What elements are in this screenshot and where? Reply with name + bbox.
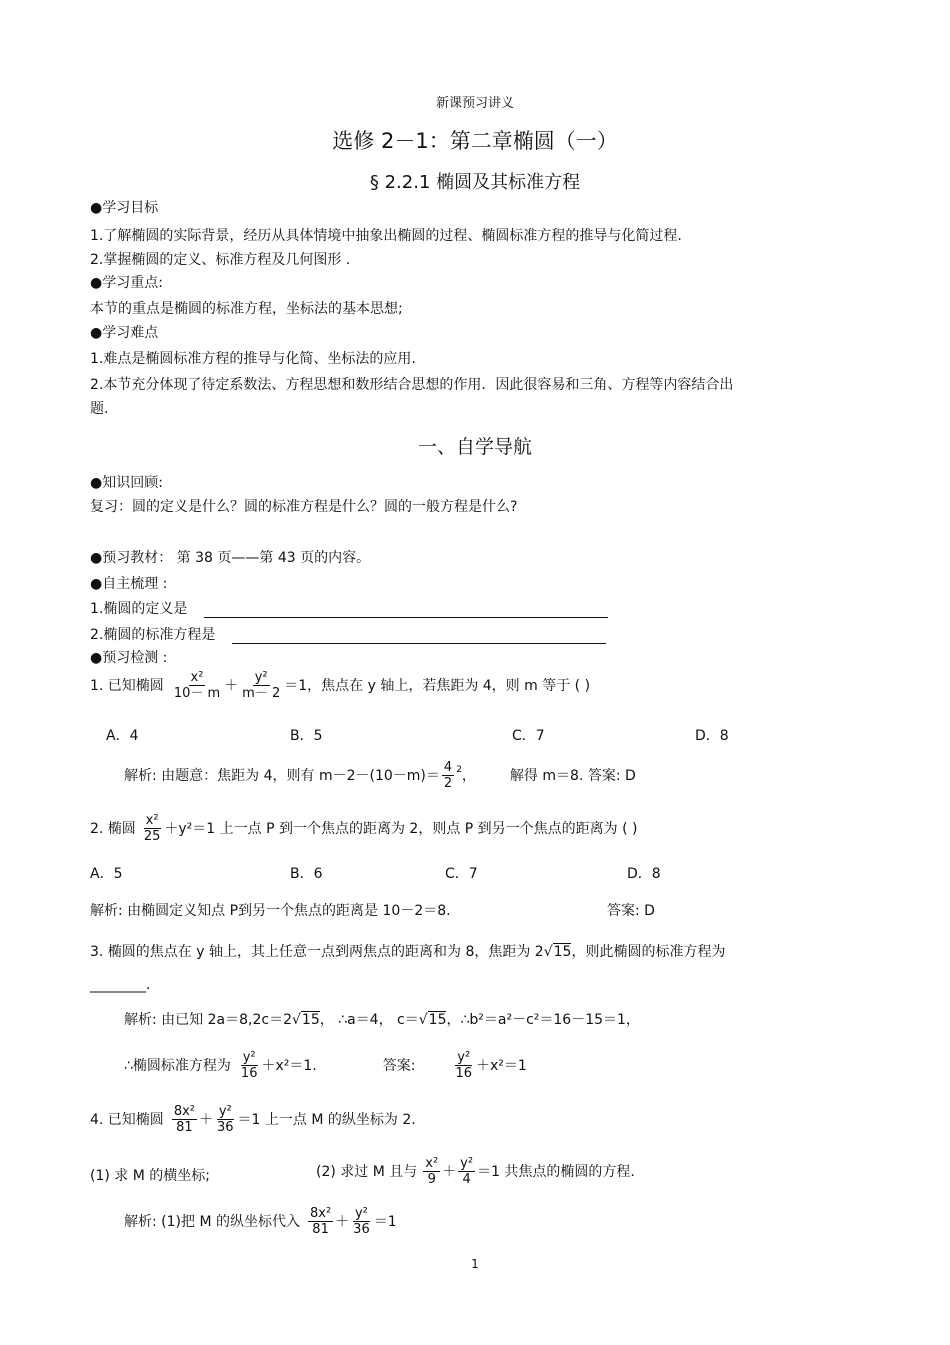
section-heading-self-study: 一、自学导航	[417, 436, 532, 458]
problem-1-solution-fraction: $\frac{4}{2}$	[443, 760, 453, 791]
problem-2-option-b: B．6	[290, 866, 323, 882]
problem-2-option-a: A．5	[90, 866, 123, 882]
problem-1-option-c: C．7	[512, 728, 545, 744]
standard-equation-blank[interactable]	[232, 643, 606, 644]
problem-1-suffix: ＝1，焦点在 y 轴上，若焦距为 4，则 m 等于 ( )	[284, 677, 591, 694]
problem-4-solution-fraction-y: $\frac{\text{y²}}{36}$	[353, 1206, 370, 1237]
problem-4-q2-fraction-x: $\frac{\text{x²}}{9}$	[425, 1156, 439, 1187]
problem-3-solution-fraction: $\frac{\text{y²}}{16}$	[240, 1050, 258, 1081]
problem-2-answer: 答案: D	[607, 903, 655, 919]
check-heading: ●预习检测 :	[90, 650, 168, 666]
textbook-pages: ●预习教材： 第 38 页——第 43 页的内容。	[90, 550, 371, 566]
problem-4-fraction-y: $\frac{\text{y²}}{36}$	[217, 1104, 234, 1135]
problem-4-question-1: (1) 求 M 的横坐标;	[90, 1168, 210, 1184]
pre-title: 新课预习讲义	[435, 96, 514, 111]
problem-1-option-a: A．4	[106, 728, 139, 744]
page-title: 选修 2－1：第二章椭圆（一）	[332, 129, 618, 153]
review-text: 复习：圆的定义是什么？圆的标准方程是什么？圆的一般方程是什么?	[90, 499, 518, 515]
definition-blank[interactable]	[204, 617, 608, 618]
problem-1-fraction-x: $\frac{\text{x²}}{10- m}$	[173, 670, 221, 701]
problem-1-option-b: B．5	[290, 728, 323, 744]
problem-1-solution: 解析: 由题意：焦距为 4，则有 m－2－(10－m)＝ $\frac{4}{2}$ 2 ， 解得 m＝8. 答案: D	[124, 760, 636, 791]
objective-item-2: 2.掌握椭圆的定义、标准方程及几何图形 .	[90, 252, 351, 268]
definition-question	[90, 600, 608, 618]
problem-1-fraction-y: $\frac{\text{y²}}{m- 2}$	[242, 670, 281, 701]
difficulties-heading: ●学习难点	[90, 325, 159, 341]
key-points-heading: ●学习重点:	[90, 275, 163, 291]
problem-3: 3. 椭圆的焦点在 y 轴上，其上任意一点到两焦点的距离和为 8，焦距为 2√15，则此椭圆的标准方程为	[90, 944, 726, 960]
problem-2-solution: 解析: 由椭圆定义知点 P到另一个焦点的距离是 10－2＝8.	[90, 903, 451, 919]
problem-4-solution: 解析: (1)把 M 的纵坐标代入 $\frac{\text{8x²}}{81}$ ＋ $\frac{\text{y²}}{36}$ ＝1	[124, 1206, 397, 1237]
problem-3-solution-line-1: 解析: 由已知 2a＝8,2c＝2√15， ∴a＝4， c＝√15，∴b²＝a²－c²＝16－15＝1，	[124, 1012, 640, 1028]
sqrt-sign: √	[543, 944, 553, 960]
definition-label: 1.椭圆的定义是	[90, 601, 188, 617]
problem-2-fraction: $\frac{\text{x²}}{25}$	[143, 813, 161, 844]
difficulty-item-2: 2.本节充分体现了待定系数法、方程思想和数形结合思想的作用．因此很容易和三角、方程等内容结合出	[90, 377, 734, 393]
standard-equation-question	[90, 626, 606, 644]
problem-3-blank[interactable]: ________.	[90, 977, 151, 993]
problem-2: 2. 椭圆 $\frac{\text{x²}}{25}$ ＋y²＝1 上一点 P 到一个焦点的距离为 2，则点 P 到另一个焦点的距离为 ( )	[90, 813, 638, 844]
problem-4-q2-fraction-y: $\frac{\text{y²}}{4}$	[460, 1156, 474, 1187]
problem-2-option-d: D．8	[627, 866, 661, 882]
difficulty-item-2-cont: 题.	[90, 401, 109, 417]
objective-item-1: 1.了解椭圆的实际背景，经历从具体情境中抽象出椭圆的过程、椭圆标准方程的推导与化简过程.	[90, 228, 682, 244]
problem-4-fraction-x: $\frac{\text{8x²}}{81}$	[173, 1104, 195, 1135]
problem-3-answer-label: 答案:	[382, 1057, 416, 1074]
standard-equation-label: 2.椭圆的标准方程是	[90, 627, 216, 643]
problem-3-solution-line-2: ∴椭圆标准方程为 $\frac{\text{y²}}{16}$ ＋x²＝1. 答案: $\frac{\text{y²}}{16}$ ＋x²＝1	[124, 1050, 527, 1081]
page-number: 1	[471, 1257, 479, 1271]
review-heading: ●知识回顾:	[90, 475, 163, 491]
section-subtitle: § 2.2.1 椭圆及其标准方程	[369, 172, 581, 193]
problem-3-answer-fraction: $\frac{\text{y²}}{16}$	[455, 1050, 472, 1081]
difficulty-item-1: 1.难点是椭圆标准方程的推导与化简、坐标法的应用.	[90, 351, 416, 367]
problem-1-answer: 解得 m＝8. 答案: D	[509, 767, 636, 784]
key-points-text: 本节的重点是椭圆的标准方程，坐标法的基本思想;	[90, 301, 403, 317]
problem-4-question-2: (2) 求过 M 且与 $\frac{\text{x²}}{9}$ ＋ $\frac{\text{y²}}{4}$ ＝1 共焦点的椭圆的方程.	[316, 1156, 635, 1187]
problem-2-option-c: C．7	[445, 866, 478, 882]
self-study-heading: ●自主梳理 :	[90, 576, 168, 592]
problem-1: 1. 已知椭圆 $\frac{\text{x²}}{10- m}$ ＋ $\frac{\text{y²}}{m- 2}$ ＝1，焦点在 y 轴上，若焦距为 4，则 m 等于 ( )	[90, 670, 591, 701]
problem-4: 4. 已知椭圆 $\frac{\text{8x²}}{81}$ ＋ $\frac{\text{y²}}{36}$ ＝1 上一点 M 的纵坐标为 2.	[90, 1104, 416, 1135]
problem-1-option-d: D．8	[695, 728, 729, 744]
objectives-heading: ●学习目标	[90, 200, 159, 216]
problem-1-prefix: 1. 已知椭圆	[90, 677, 164, 694]
problem-4-solution-fraction-x: $\frac{\text{8x²}}{81}$	[309, 1206, 332, 1237]
